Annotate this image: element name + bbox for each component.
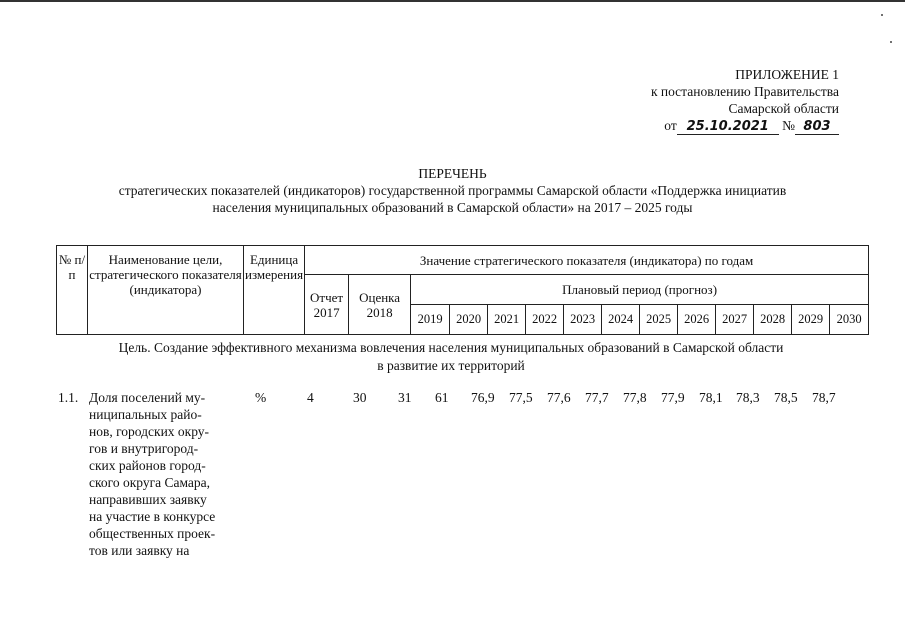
year-header-cell: 2030 [830,305,869,335]
scan-top-edge [0,0,905,2]
appendix-date-number [579,117,839,135]
year-header-cell: 2024 [602,305,640,335]
indicator-name [89,389,239,559]
heading-line-1: стратегических показателей (индикаторов) государственной программы Самарской области «Поддержка инициатив [118,183,787,198]
indicator-plan-value: 78,7 [812,390,836,405]
indicator-header-table [56,245,869,335]
year-header-cell: 2019 [411,305,450,335]
year-header-cell: 2027 [716,305,754,335]
goal-text [56,339,846,375]
indicator-plan-value: 77,6 [547,390,571,405]
year-header-cell: 2025 [640,305,678,335]
col-header-estimate: Оценка 2018 [349,275,411,335]
indicator-report-2017: 4 [307,390,314,405]
indicator-plan-value: 31 [398,390,412,405]
col-header-unit: Единица измерения [244,246,305,335]
indicator-unit: % [255,390,267,405]
indicator-name-line: на участие в конкурсе [89,509,216,524]
indicator-plan-value: 77,9 [661,390,685,405]
col-header-values: Значение стратегического показателя (индикатора) по годам [305,246,869,275]
scan-speck [890,41,892,43]
indicator-number: 1.1. [58,390,79,405]
from-prefix: от [664,118,677,133]
goal-line-1: Цель. Создание эффективного механизма вовлечения населения муниципальных образований в Самарской области [118,340,784,355]
appendix-block [579,66,839,135]
year-header-cell: 2029 [792,305,830,335]
document-heading [40,165,865,216]
indicator-plan-value: 61 [435,390,449,405]
year-header-cell: 2023 [564,305,602,335]
heading-line-2: населения муниципальных образований в Самарской области» на 2017 – 2025 годы [212,200,693,215]
heading-title: ПЕРЕЧЕНЬ [418,166,487,181]
indicator-plan-value: 76,9 [471,390,495,405]
col-header-number: № п/п [57,246,88,335]
year-header-cell: 2021 [488,305,526,335]
indicator-name-line: направивших заявку [89,492,207,507]
year-header-cell: 2020 [450,305,488,335]
col-header-name: Наименование цели, стратегического показателя (индикатора) [88,246,244,335]
indicator-name-line: ских районов город- [89,458,206,473]
indicator-name-line: нов, городских окру- [89,424,210,439]
indicator-name-line: ниципальных райо- [89,407,202,422]
indicator-plan-value: 78,3 [736,390,760,405]
indicator-name-line: гов и внутригород- [89,441,199,456]
appendix-line-region: Самарской области [728,101,839,116]
scan-speck [881,14,883,16]
indicator-name-line: общественных проек- [89,526,216,541]
year-header-cell: 2028 [754,305,792,335]
goal-line-2: в развитие их территорий [377,358,525,373]
indicator-plan-value: 77,8 [623,390,647,405]
appendix-line-decree: к постановлению Правительства [650,84,839,99]
indicator-plan-value: 77,7 [585,390,609,405]
handwritten-number: 803 [795,120,839,135]
year-header-cell: 2022 [526,305,564,335]
number-prefix: № [782,118,795,133]
indicator-name-line: тов или заявку на [89,543,190,558]
indicator-name-line: Доля поселений му- [89,390,206,405]
appendix-title: ПРИЛОЖЕНИЕ 1 [735,67,839,82]
year-header-cell: 2026 [678,305,716,335]
indicator-plan-value: 77,5 [509,390,533,405]
indicator-name-line: ского округа Самара, [89,475,211,490]
indicator-plan-value: 78,5 [774,390,798,405]
col-header-plan: Плановый период (прогноз) [411,275,869,305]
indicator-estimate-2018: 30 [353,390,367,405]
indicator-plan-value: 78,1 [699,390,723,405]
col-header-report: Отчет 2017 [305,275,349,335]
handwritten-date: 25.10.2021 [677,120,779,135]
